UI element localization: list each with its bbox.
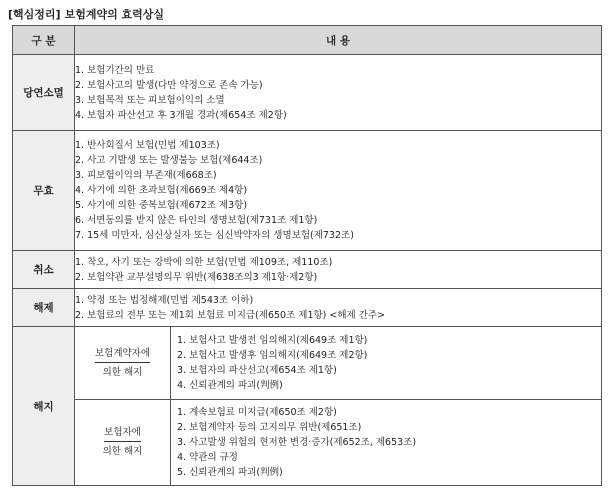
row-category: 취소 [13, 251, 75, 289]
list-item: 2. 보험료의 전부 또는 제1회 보험료 미지급(제650조 제1항) <해제 간주> [75, 309, 386, 321]
row-category: 해지 [13, 327, 75, 486]
list-item: 1. 착오, 사기 또는 강박에 의한 보험(민법 제109조, 제110조) [75, 256, 333, 268]
page-title [8, 6, 164, 22]
list-item: 2. 보험약관 교부설명의무 위반(제638조의3 제1항·제2항) [75, 271, 318, 283]
table-row [13, 131, 602, 251]
row-content [75, 131, 602, 251]
list-item: 2. 사고 기발생 또는 발생불능 보험(제644조) [75, 155, 263, 166]
table-row [13, 251, 602, 289]
subgroup-subtitle: 의한 해지 [102, 446, 143, 458]
subgroup-items [171, 327, 602, 399]
list-item: 2. 보험계약자 등의 고지의무 위반(제651조) [177, 421, 362, 433]
list-item: 3. 보험목적 또는 피보험이익의 소멸 [75, 94, 225, 106]
list-item: 4. 사기에 의한 초과보험(제669조 제4항) [75, 185, 248, 196]
row-content [75, 327, 602, 486]
subgroup-title: 보험계약자에 [95, 346, 150, 363]
list-item: 4. 보험자 파산선고 후 3개월 경과(제654조 제2항) [75, 109, 287, 121]
subgroup-items [171, 399, 602, 485]
title-text: 보험계약의 효력상실 [64, 8, 165, 21]
list-item: 3. 보험자의 파산선고(제654조 제1항) [177, 364, 337, 376]
effect-loss-table [12, 25, 602, 486]
row-content [75, 251, 602, 289]
list-item: 4. 약관의 규정 [177, 451, 238, 463]
list-item: 1. 보험기간의 만료 [75, 64, 155, 76]
subgroup-label [75, 399, 171, 485]
termination-subtable [75, 327, 601, 485]
header-content: 내 용 [75, 26, 602, 55]
list-item: 6. 서면동의를 받지 않은 타인의 생명보험(제731조 제1항) [75, 215, 318, 226]
list-item: 2. 보험사고 발생후 임의해지(제649조 제2항) [177, 349, 368, 361]
list-item: 1. 계속보험료 미지급(제650조 제2항) [177, 406, 337, 418]
row-category: 해제 [13, 289, 75, 327]
table-row [13, 55, 602, 131]
subgroup-label [75, 327, 171, 399]
subgroup-row [75, 399, 601, 485]
table-header-row [13, 26, 602, 55]
table-row [13, 289, 602, 327]
list-item: 4. 신뢰관계의 파괴(判例) [177, 379, 283, 391]
list-item: 5. 신뢰관계의 파괴(判例) [177, 466, 283, 478]
list-item: 3. 사고발생 위험의 현저한 변경·증가(제652조, 제653조) [177, 436, 417, 448]
subgroup-subtitle: 의한 해지 [102, 366, 143, 378]
row-content [75, 55, 602, 131]
list-item: 5. 사기에 의한 중복보험(제672조 제3항) [75, 200, 248, 211]
table-row [13, 327, 602, 486]
subgroup-row [75, 327, 601, 399]
row-category: 무효 [13, 131, 75, 251]
title-tag: [핵심정리] [8, 8, 61, 21]
row-category: 당연소멸 [13, 55, 75, 131]
header-category: 구 분 [13, 26, 75, 55]
list-item: 1. 보험사고 발생전 임의해지(제649조 제1항) [177, 334, 368, 346]
row-content [75, 289, 602, 327]
list-item: 2. 보험사고의 발생(다만 약정으로 존속 가능) [75, 79, 263, 91]
list-item: 7. 15세 미만자, 심신상실자 또는 심신박약자의 생명보험(제732조) [75, 230, 354, 241]
list-item: 3. 피보험이익의 부존재(제668조) [75, 170, 217, 181]
subgroup-title: 보험자에 [104, 425, 141, 442]
list-item: 1. 반사회질서 보험(민법 제103조) [75, 140, 220, 151]
list-item: 1. 약정 또는 법정해제(민법 제543조 이하) [75, 294, 254, 306]
